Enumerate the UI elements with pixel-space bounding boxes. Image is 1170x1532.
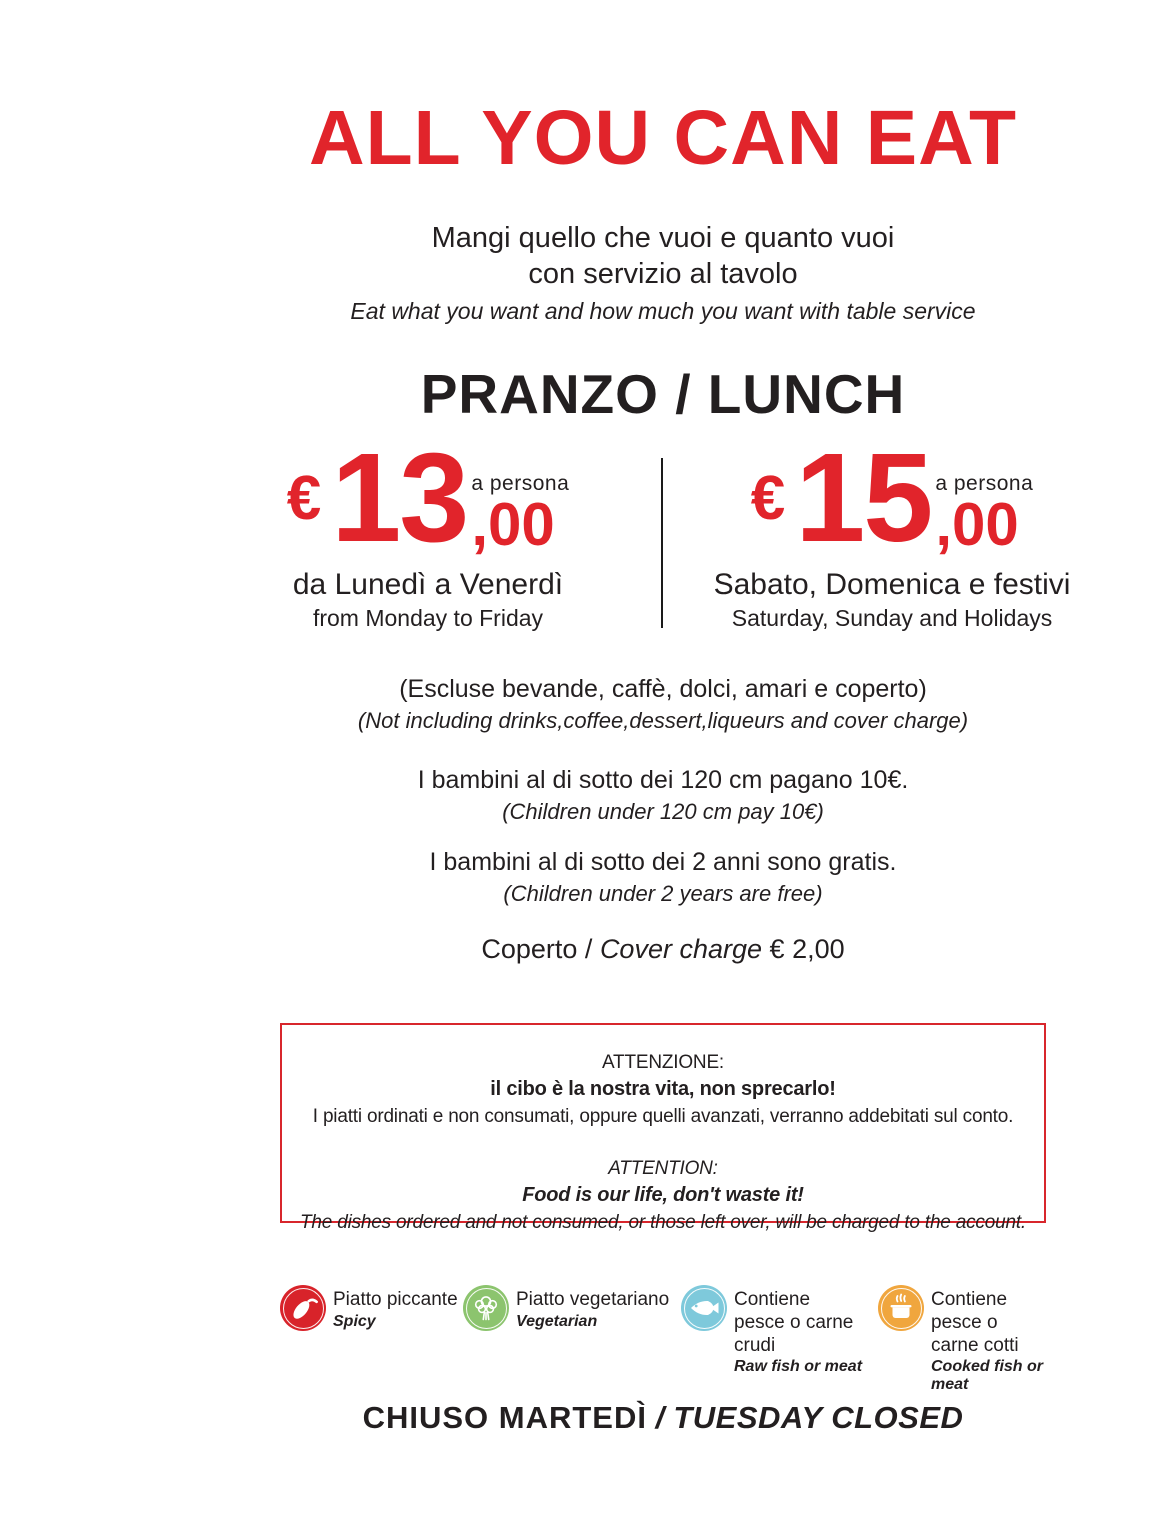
subtitle-english: Eat what you want and how much you want with table service [350,297,976,324]
exclusions-english: (Not including drinks,coffee,dessert,liqueurs and cover charge) [357,708,969,733]
children-height-english: (Children under 120 cm pay 10€) [502,799,824,824]
legend-label: Contiene pesce o carne cotti [931,1289,1019,1356]
attention-text-english: The dishes ordered and not consumed, or those left over, will be charged to the account. [300,1211,1026,1233]
price-decimal-column [935,471,1034,558]
children-height-italian: I bambini al di sotto dei 120 cm pagano 10€. [417,766,909,794]
price-weekend-value [652,427,1132,568]
legend-text [333,1285,458,1331]
legend-item-cooked [878,1285,1046,1394]
price-days-italian: da Lunedì a Venerdì [292,567,564,601]
attention-title-italian: ATTENZIONE: [601,1052,724,1073]
per-person-label: a persona [935,471,1034,495]
price-decimal-column [471,471,570,558]
allergen-legend [280,1285,1046,1394]
legend-label: Contiene pesce o carne crudi [734,1289,854,1356]
price-amount: 15 [795,427,932,568]
euro-sign: € [286,463,322,533]
cover-charge-italian: Coperto / [481,934,593,964]
cover-charge-english: Cover charge [599,934,763,964]
attention-box [280,1023,1046,1233]
subtitle-line-2: con servizio al tavolo [528,258,798,291]
children-height-note [280,765,1046,825]
legend-item-vegetarian [463,1285,669,1331]
price-weekend [652,427,1132,632]
price-days-italian: Sabato, Domenica e festivi [713,567,1071,601]
exclusions-italian: (Escluse bevande, caffè, dolci, amari e coperto) [399,675,927,703]
fish-icon [681,1285,727,1331]
price-decimals: ,00 [471,490,555,558]
price-weekday-value [188,427,668,568]
pot-icon [878,1285,924,1331]
legend-text [931,1285,1046,1394]
legend-sublabel: Spicy [333,1312,376,1330]
children-age-italian: I bambini al di sotto dei 2 anni sono gratis. [429,848,897,876]
exclusions-note [280,674,1046,734]
price-days-english: Saturday, Sunday and Holidays [731,604,1053,631]
attention-slogan-english: Food is our life, don't waste it! [522,1184,804,1207]
chili-icon [280,1285,326,1331]
price-amount: 13 [331,427,468,568]
subtitle [280,220,1046,325]
menu-content [280,0,1071,1532]
children-age-note [280,847,1046,907]
legend-text [734,1285,862,1376]
closed-separator: / [655,1400,665,1435]
price-days-english: from Monday to Friday [312,604,544,631]
attention-title-english: ATTENTION: [608,1158,718,1180]
legend-sublabel: Cooked fish or meat [931,1358,1044,1394]
legend-label: Piatto piccante [333,1289,458,1310]
euro-sign: € [750,463,786,533]
closed-italian: CHIUSO MARTEDÌ [362,1400,647,1435]
legend-sublabel: Raw fish or meat [734,1358,863,1376]
attention-text-italian: I piatti ordinati e non consumati, oppure quelli avanzati, verranno addebitati sul conto. [312,1105,1014,1127]
price-row [280,427,1071,650]
cover-charge-amount: € 2,00 [769,934,845,964]
section-heading-lunch: PRANZO / LUNCH [420,363,906,425]
cover-charge-line [280,934,1046,965]
legend-label: Piatto vegetariano [516,1289,670,1310]
page-title: ALL YOU CAN EAT [308,95,1018,181]
subtitle-line-1: Mangi quello che vuoi e quanto vuoi [431,222,895,254]
legend-item-spicy [280,1285,458,1331]
legend-sublabel: Vegetarian [516,1312,598,1330]
closed-notice [280,1400,1046,1436]
children-age-english: (Children under 2 years are free) [503,881,823,906]
per-person-label: a persona [471,471,570,495]
price-decimals: ,00 [935,490,1019,558]
closed-english: TUESDAY CLOSED [673,1400,964,1435]
legend-item-raw [681,1285,862,1376]
broccoli-icon [463,1285,509,1331]
legend-text [516,1285,669,1331]
price-weekday [188,427,668,632]
attention-slogan-italian: il cibo è la nostra vita, non sprecarlo! [490,1078,836,1101]
